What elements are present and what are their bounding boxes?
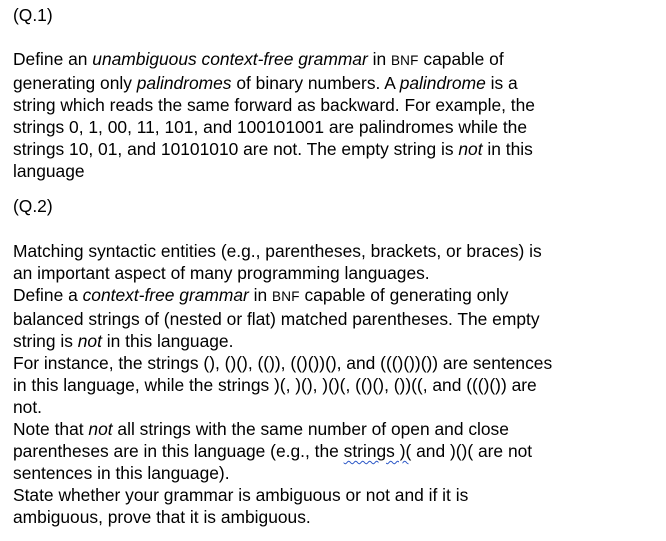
emphasis-text: palindrome (399, 73, 486, 93)
text-line (13, 308, 658, 330)
text-line (13, 72, 658, 94)
text-run: strings 0, 1, 00, 11, 101, and 100101001 are palindromes while the (13, 117, 528, 137)
document (13, 0, 658, 528)
emphasis-text: not (458, 139, 483, 159)
text-run: balanced strings of (nested or flat) matched parentheses. The empty (13, 309, 540, 329)
text-run: string which reads the same forward as backward. For example, the (13, 95, 535, 115)
text-run: not. (13, 397, 43, 417)
text-line (13, 94, 658, 116)
spacer (13, 217, 658, 240)
text-line (13, 116, 658, 138)
text-line (13, 262, 658, 284)
text-line (13, 374, 658, 396)
text-run: string is (13, 331, 78, 351)
text-line (13, 160, 658, 182)
text-run: and )()( are not (411, 441, 533, 461)
question-1-label: (Q.1) (13, 5, 53, 25)
text-run: capable of generating only (299, 285, 509, 305)
text-run: Note that (13, 419, 89, 439)
text-line (13, 396, 658, 418)
emphasis-text: context-free grammar (82, 285, 249, 305)
emphasis-text: unambiguous context-free grammar (92, 49, 368, 69)
text-run: Matching syntactic entities (e.g., parentheses, brackets, or braces) is (13, 241, 542, 261)
emphasis-text: palindromes (136, 73, 232, 93)
small-caps-text: BNF (272, 289, 300, 304)
text-run: language (13, 161, 85, 181)
text-line (13, 440, 658, 462)
text-run: in (367, 49, 391, 69)
text-line (13, 484, 658, 506)
text-run: capable of (418, 49, 504, 69)
text-run: For instance, the strings (), ()(), (()), (()())(), and ((()())()) are sentences (13, 353, 553, 373)
question-1-text (13, 48, 658, 182)
text-run: ambiguous, prove that it is ambiguous. (13, 507, 311, 527)
spacer (13, 182, 658, 195)
text-line (13, 48, 658, 72)
text-line (13, 330, 658, 352)
spacer (13, 26, 658, 48)
text-line (13, 418, 658, 440)
text-run: State whether your grammar is ambiguous or not and if it is (13, 485, 469, 505)
text-run: Define a (13, 285, 83, 305)
text-run: Define an (13, 49, 93, 69)
text-run: strings 10, 01, and 10101010 are not. The empty string is (13, 139, 459, 159)
emphasis-text: not (88, 419, 113, 439)
text-run: an important aspect of many programming languages. (13, 263, 430, 283)
emphasis-text: not (77, 331, 102, 351)
text-line (13, 284, 658, 308)
text-line (13, 138, 658, 160)
text-run: generating only (13, 73, 137, 93)
question-2-label: (Q.2) (13, 196, 53, 216)
text-line (13, 352, 658, 374)
text-run: is a (485, 73, 518, 93)
spellcheck-underlined-text: strings )( (343, 441, 412, 461)
text-line (13, 462, 658, 484)
text-run: of binary numbers. A (231, 73, 400, 93)
text-line (13, 240, 658, 262)
text-run: in (248, 285, 273, 305)
text-run: in this language, while the strings )(, )(), )()(, (()(), ())((, and ((()()) are (13, 375, 537, 395)
question-2-text (13, 240, 658, 528)
text-line (13, 506, 658, 528)
text-run: parentheses are in this language (e.g., the (13, 441, 344, 461)
text-run: in this language. (101, 331, 234, 351)
small-caps-text: BNF (390, 53, 419, 68)
text-run: all strings with the same number of open and close (112, 419, 509, 439)
text-run: sentences in this language). (13, 463, 230, 483)
text-run: in this (482, 139, 533, 159)
